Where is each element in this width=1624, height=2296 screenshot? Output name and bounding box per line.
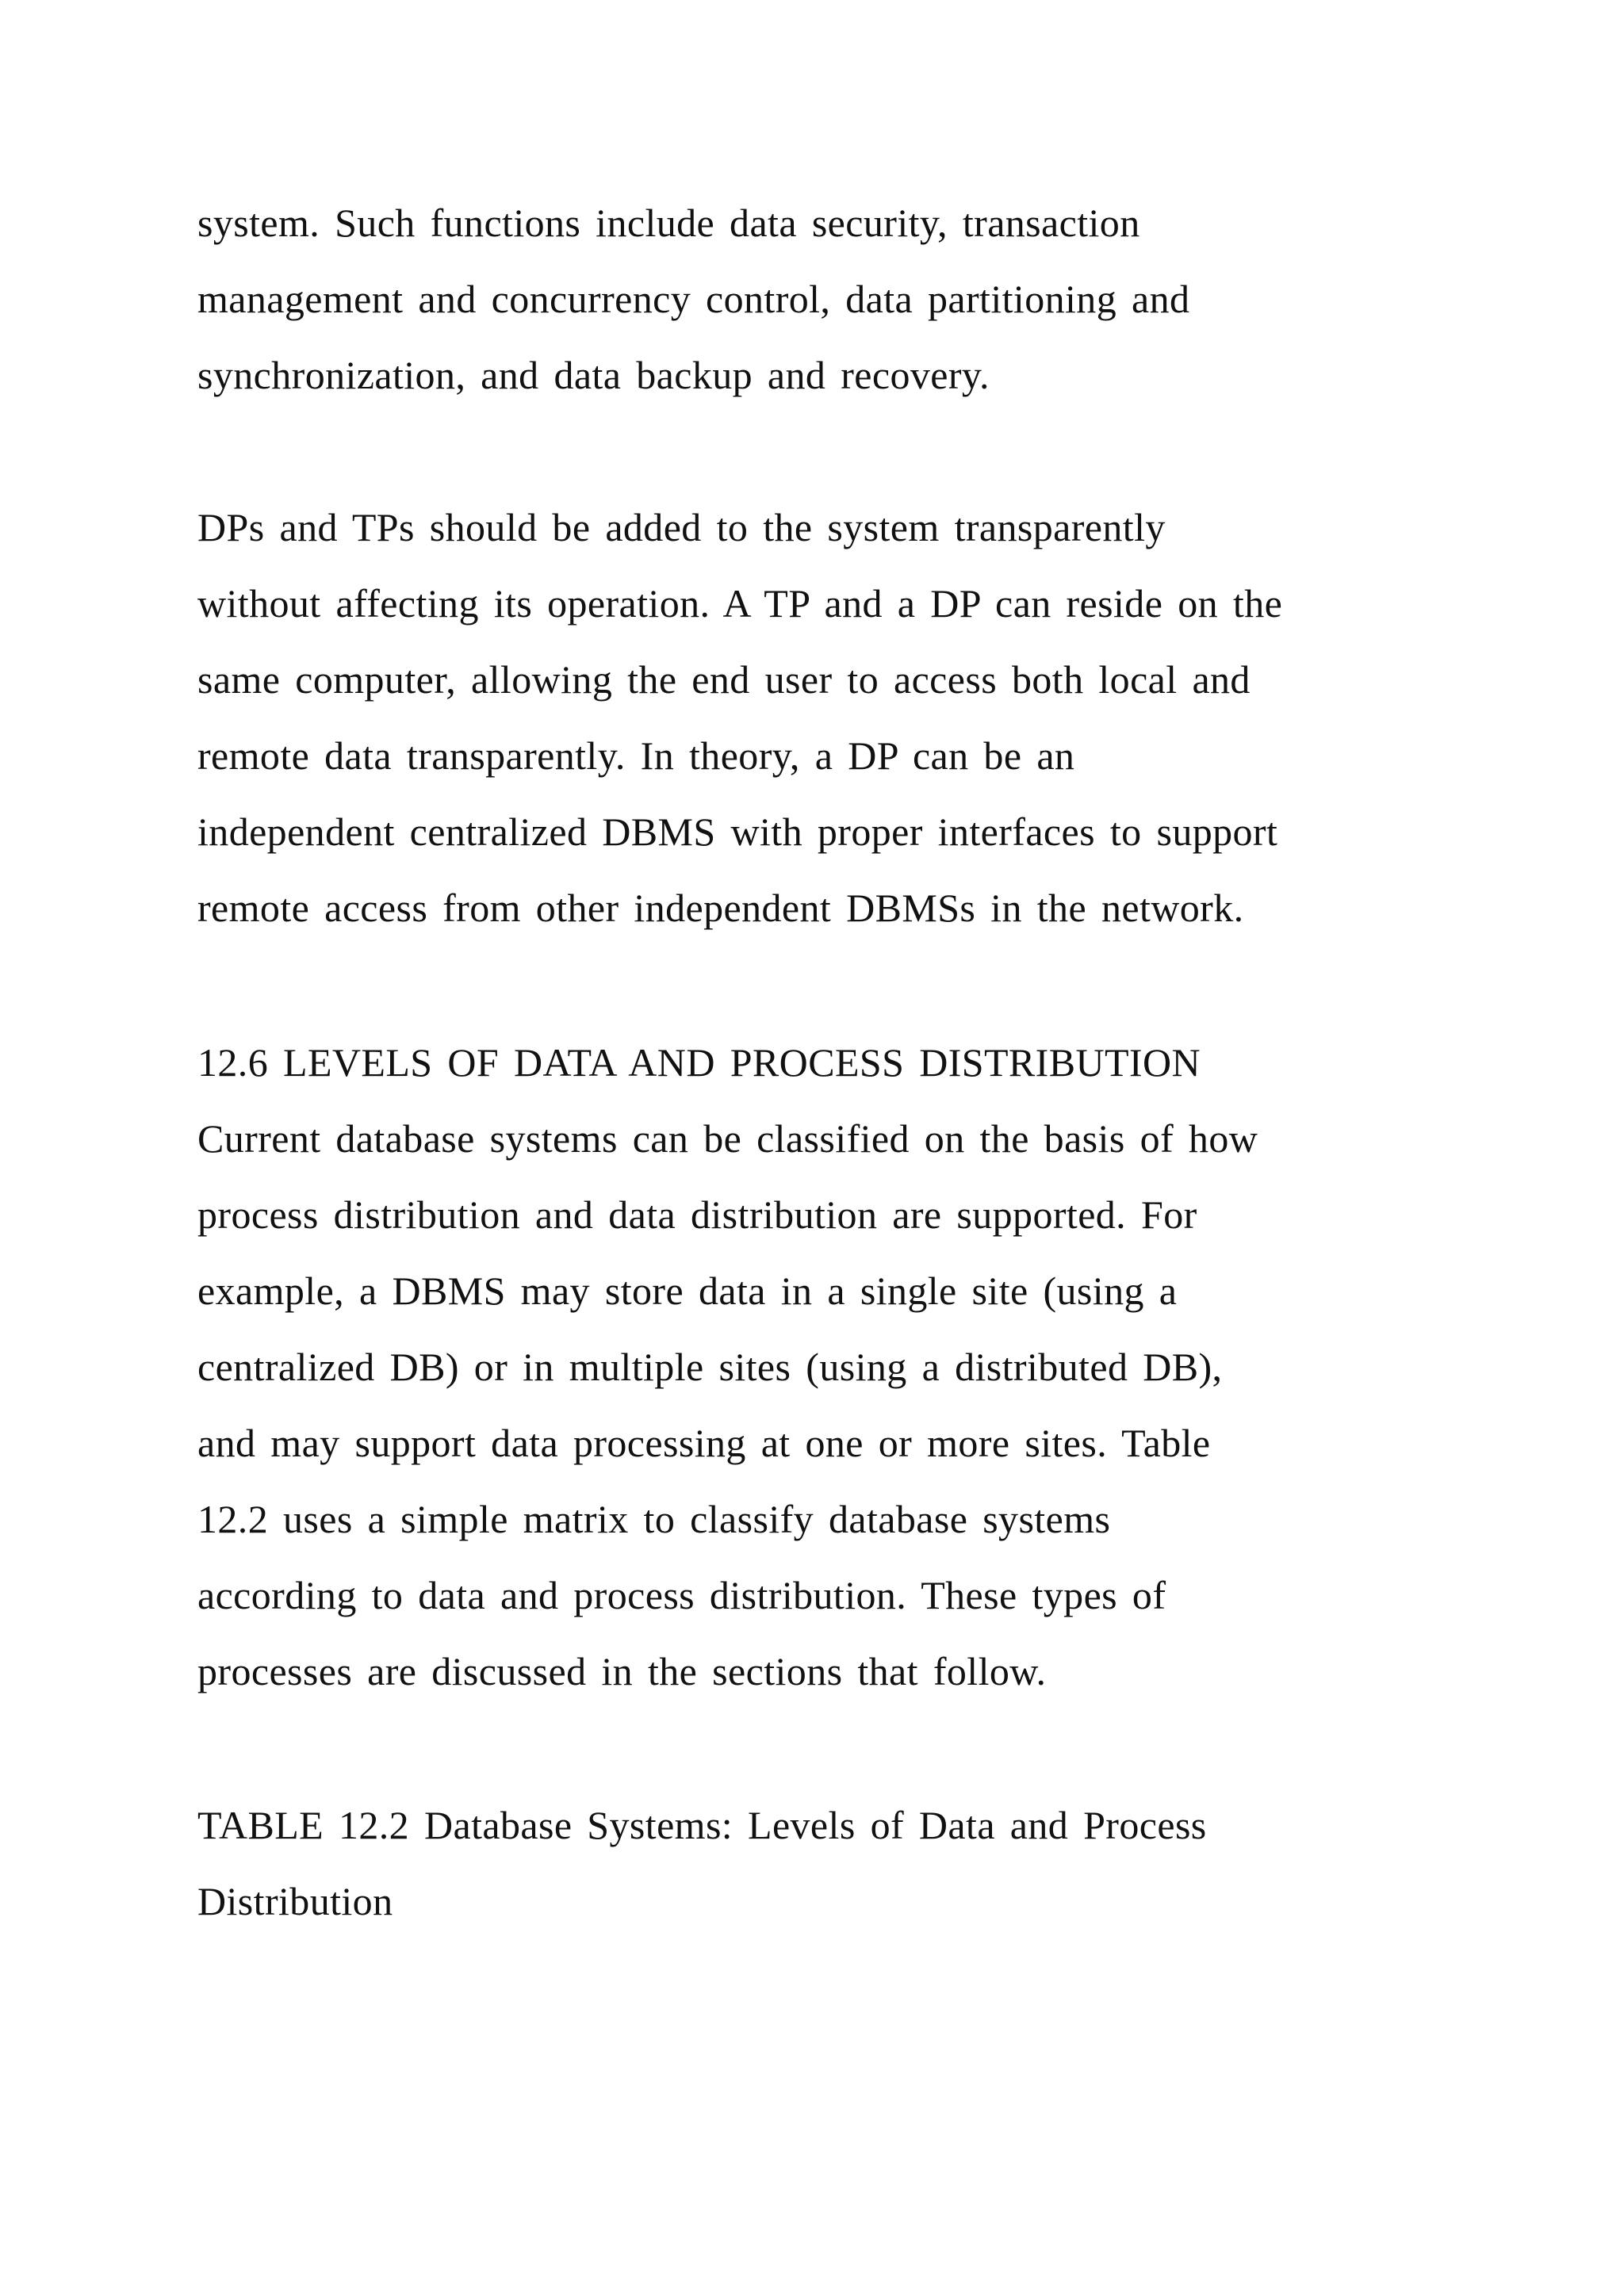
- text-line: management and concurrency control, data partitioning and: [197, 277, 1190, 321]
- text-line: TABLE 12.2 Database Systems: Levels of Data and Process: [197, 1803, 1207, 1847]
- text-line: Current database systems can be classified on the basis of how: [197, 1116, 1258, 1161]
- paragraph: [197, 489, 1506, 946]
- text-line: Distribution: [197, 1879, 393, 1923]
- text-line: independent centralized DBMS with proper interfaces to support: [197, 809, 1278, 854]
- text-line: same computer, allowing the end user to access both local and: [197, 657, 1251, 702]
- text-line: example, a DBMS may store data in a single site (using a: [197, 1269, 1178, 1313]
- text-line: process distribution and data distribution are supported. For: [197, 1192, 1197, 1237]
- text-line: remote access from other independent DBMSs in the network.: [197, 886, 1244, 930]
- text-line: and may support data processing at one or more sites. Table: [197, 1421, 1211, 1465]
- text-line: synchronization, and data backup and recovery.: [197, 353, 990, 397]
- text-line: system. Such functions include data security, transaction: [197, 201, 1140, 245]
- text-line: remote data transparently. In theory, a DP can be an: [197, 733, 1075, 778]
- text-line: without affecting its operation. A TP and a DP can reside on the: [197, 581, 1283, 626]
- text-line: processes are discussed in the sections that follow.: [197, 1649, 1047, 1693]
- paragraph: [197, 185, 1506, 413]
- section: [197, 1024, 1506, 1709]
- text-line: centralized DB) or in multiple sites (using a distributed DB),: [197, 1345, 1223, 1389]
- text-line: according to data and process distribution. These types of: [197, 1573, 1166, 1617]
- table-caption: [197, 1787, 1506, 1939]
- section-heading: 12.6 LEVELS OF DATA AND PROCESS DISTRIBUTION: [197, 1040, 1201, 1085]
- text-line: 12.2 uses a simple matrix to classify database systems: [197, 1497, 1111, 1541]
- text-line: DPs and TPs should be added to the system transparently: [197, 505, 1166, 549]
